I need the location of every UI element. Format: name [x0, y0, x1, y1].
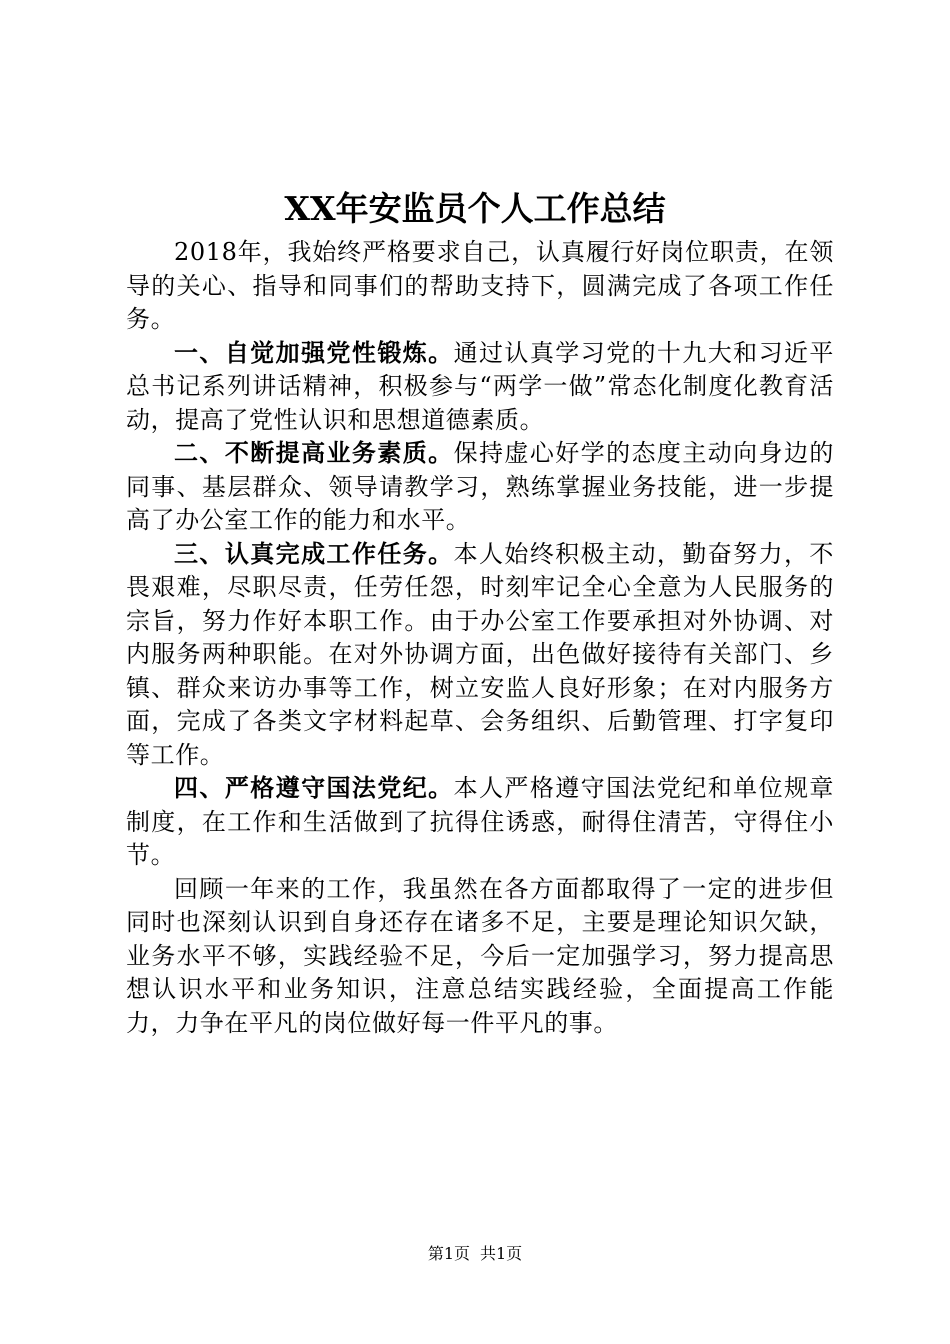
page-number: 第1页 — [427, 1244, 470, 1263]
paragraph-lead: 一、自觉加强党性锻炼。 — [174, 338, 454, 367]
paragraph-text: 本人严格遵守国法党纪和单位规章制度，在工作和生活做到了抗得住诱惑，耐得住清苦，守得住小节。 — [126, 774, 834, 869]
paragraph-section-3 — [126, 538, 834, 773]
paragraph-text: 保持虚心好学的态度主动向身边的同事、基层群众、领导请教学习，熟练掌握业务技能，进一步提高了办公室工作的能力和水平。 — [126, 439, 834, 534]
paragraph-text: 2018年，我始终严格要求自己，认真履行好岗位职责，在领导的关心、指导和同事们的帮助支持下，圆满完成了各项工作任务。 — [126, 238, 834, 333]
paragraph-text: 通过认真学习党的十九大和习近平总书记系列讲话精神，积极参与“两学一做”常态化制度化教育活动，提高了党性认识和思想道德素质。 — [126, 338, 834, 434]
paragraph-conclusion — [126, 873, 834, 1041]
paragraph-lead: 三、认真完成工作任务。 — [174, 539, 454, 568]
paragraph-lead: 四、严格遵守国法党纪。 — [174, 774, 454, 802]
document-body — [126, 236, 834, 1040]
paragraph-section-4 — [126, 772, 834, 873]
paragraph-section-1 — [126, 337, 834, 438]
paragraph-lead: 二、不断提高业务素质。 — [174, 439, 454, 467]
paragraph-text: 回顾一年来的工作，我虽然在各方面都取得了一定的进步但同时也深刻认识到自身还存在诸多不足，主要是理论知识欠缺，业务水平不够，实践经验不足，今后一定加强学习，努力提高思想认识水平和业务知识，注意总结实践经验，全面提高工作能力，力争在平凡的岗位做好每一件平凡的事。 — [126, 874, 834, 1037]
paragraph-text: 本人始终积极主动，勤奋努力，不畏艰难，尽职尽责，任劳任怨，时刻牢记全心全意为人民服务的宗旨，努力作好本职工作。由于办公室工作要承担对外协调、对内服务两种职能。在对外协调方面，出色做好接待有关部门、乡镇、群众来访办事等工作，树立安监人良好形象；在对内服务方面，完成了各类文字材料起草、会务组织、后勤管理、打字复印等工作。 — [126, 539, 834, 769]
page-footer — [0, 1242, 950, 1266]
paragraph-section-2 — [126, 437, 834, 538]
paragraph-intro — [126, 236, 834, 337]
document-title: XX年安监员个人工作总结 — [284, 189, 666, 228]
page-total: 共1页 — [480, 1244, 523, 1263]
